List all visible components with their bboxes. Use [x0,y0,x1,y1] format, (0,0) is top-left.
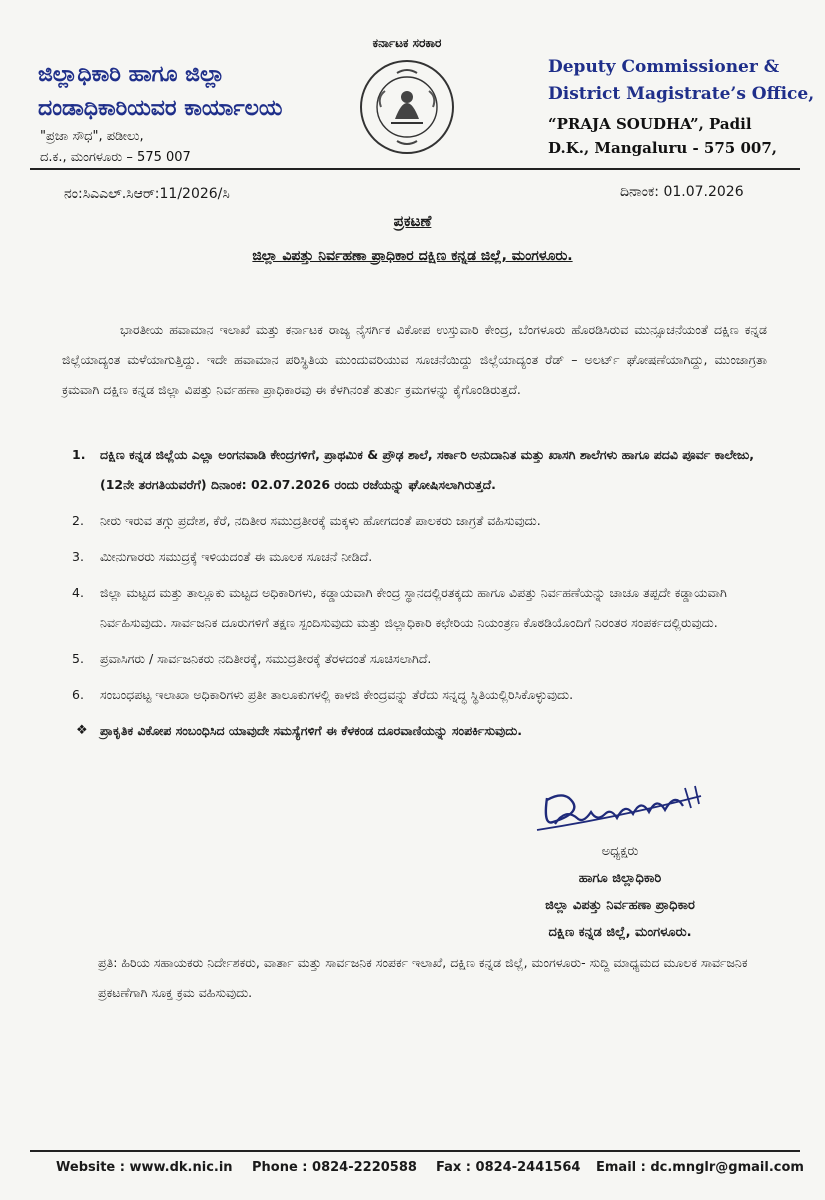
list-item-number: 2. [72,513,84,528]
english-office-title-line-1: Deputy Commissioner & [548,57,780,77]
karnataka-emblem-icon [357,57,457,157]
kannada-office-title-line-1: ಜಿಲ್ಲಾಧಿಕಾರಿ ಹಾಗೂ ಜಿಲ್ಲಾ [38,62,225,87]
kannada-office-header [38,58,358,168]
contact-footer [0,1160,825,1186]
notice-subtitle [0,248,825,264]
notice-subtitle-text: ಜಿಲ್ಲಾ ವಿಪತ್ತು ನಿರ್ವಹಣಾ ಪ್ರಾಧಿಕಾರ ದಕ್ಷಿಣ ಕನ್ನಡ ಜಿಲ್ಲೆ, ಮಂಗಳೂರು. [252,248,573,264]
signatory-designation-4: ದಕ್ಷಿಣ ಕನ್ನಡ ಜಿಲ್ಲೆ, ಮಂಗಳೂರು. [548,925,692,940]
footer-phone: Phone : 0824-2220588 [252,1160,417,1175]
signatory-designation-1: ಅಧ್ಯಕ್ಷರು [601,844,639,859]
list-item-text: ಸಂಬಂಧಪಟ್ಟ ಇಲಾಖಾ ಅಧಿಕಾರಿಗಳು ಪ್ರತೀ ತಾಲೂಕುಗಳಲ್ಲಿ ಕಾಳಜಿ ಕೇಂದ್ರವನ್ನು ತೆರೆದು ಸನ್ನದ್ಧ ಸ್ಥಿತಿಯಲ್ಲಿರಿಸಿಕೊಳ್ಳುವುದು. [100,687,574,702]
english-office-title-line-2: District Magistrate’s Office, [548,84,815,104]
kannada-address-line-2: ದ.ಕ., ಮಂಗಳೂರು – 575 007 [40,150,191,165]
intro-paragraph: ಭಾರತೀಯ ಹವಾಮಾನ ಇಲಾಖೆ ಮತ್ತು ಕರ್ನಾಟಕ ರಾಜ್ಯ ನೈಸರ್ಗಿಕ ವಿಕೋಪ ಉಸ್ತುವಾರಿ ಕೇಂದ್ರ, ಬೆಂಗಳೂರು ಹೊರಡಿಸಿರುವ ಮುನ್ಸೂಚನೆಯಂತೆ ದಕ್ಷಿಣ ಕನ್ನಡ ಜಿಲ್ಲೆಯಾದ್ಯಂತ ಮಳೆಯಾಗುತ್ತಿದ್ದು. ಇದೇ ಹವಾಮಾನ ಪರಿಸ್ಥಿತಿಯ ಮುಂದುವರಿಯುವ ಸೂಚನೆಯಿದ್ದು ಜಿಲ್ಲೆಯಾದ್ಯಂತ ರೆಡ್ – ಅಲರ್ಟ್ ಘೋಷಣೆಯಾಗಿದ್ದು, ಮುಂಜಾಗ್ರತಾ ಕ್ರಮವಾಗಿ ದಕ್ಷಿಣ ಕನ್ನಡ ಜಿಲ್ಲಾ ವಿಪತ್ತು ನಿರ್ವಹಣಾ ಪ್ರಾಧಿಕಾರವು ಈ ಕೆಳಗಿನಂತೆ ತುರ್ತು ಕ್ರಮಗಳನ್ನು ಕೈಗೊಂಡಿರುತ್ತದೆ. [62,322,767,397]
list-item-text: ಜಿಲ್ಲಾ ಮಟ್ಟದ ಮತ್ತು ತಾಲ್ಲೂಕು ಮಟ್ಟದ ಅಧಿಕಾರಿಗಳು, ಕಡ್ಡಾಯವಾಗಿ ಕೇಂದ್ರ ಸ್ಥಾನದಲ್ಲಿರತಕ್ಕದು ಹಾಗೂ ವಿಪತ್ತು ನಿರ್ವಹಣೆಯನ್ನು ಚಾಚೂ ತಪ್ಪದೇ ಕಡ್ಡಾಯವಾಗಿ ನಿರ್ವಹಿಸುವುದು. ಸಾರ್ವಜನಿಕ ದೂರುಗಳಿಗೆ ತಕ್ಷಣ ಸ್ಪಂದಿಸುವುದು ಮತ್ತು ಜಿಲ್ಲಾಧಿಕಾರಿ ಕಛೇರಿಯ ನಿಯಂತ್ರಣ ಕೊಠಡಿಯೊಂದಿಗೆ ನಿರಂತರ ಸಂಪರ್ಕದಲ್ಲಿರುವುದು. [100,585,727,630]
list-item-number: 5. [72,651,84,666]
signatory-designation-2: ಹಾಗೂ ಜಿಲ್ಲಾಧಿಕಾರಿ [578,871,662,886]
list-item-text: ನೀರು ಇರುವ ತಗ್ಗು ಪ್ರದೇಶ, ಕೆರೆ, ನದಿತೀರ ಸಮುದ್ರತೀರಕ್ಕೆ ಮಕ್ಕಳು ಹೋಗದಂತೆ ಪಾಲಕರು ಜಾಗ್ರತೆ ವಹಿಸುವುದು. [100,513,541,528]
helpline-note [72,716,772,746]
handwritten-signature [525,778,715,838]
list-item-text: ಪ್ರವಾಸಿಗರು / ಸಾರ್ವಜನಿಕರು ನದಿತೀರಕ್ಕೆ, ಸಮುದ್ರತೀರಕ್ಕೆ ತೆರಳದಂತೆ ಸೂಚಿಸಲಾಗಿದೆ. [100,651,432,666]
list-item [72,542,772,572]
footer-fax: Fax : 0824-2441564 [436,1160,581,1175]
helpline-note-text: ಪ್ರಾಕೃತಿಕ ವಿಕೋಪ ಸಂಬಂಧಿಸಿದ ಯಾವುದೇ ಸಮಸ್ಯೆಗಳಿಗೆ ಈ ಕೆಳಕಂಡ ದೂರವಾಣಿಯನ್ನು ಸಂಪರ್ಕಿಸುವುದು. [100,723,523,738]
government-emblem-block [352,36,462,161]
instructions-list [72,440,772,752]
list-item-number: 3. [72,549,84,564]
list-item [72,506,772,536]
footer-website[interactable]: Website : www.dk.nic.in [56,1160,233,1175]
list-item [72,578,772,638]
list-item-number: 1. [72,447,86,462]
list-item-number: 4. [72,585,84,600]
footer-email[interactable]: Email : dc.mnglr@gmail.com [596,1160,804,1175]
list-item-text: ಮೀನುಗಾರರು ಸಮುದ್ರಕ್ಕೆ ಇಳಿಯದಂತೆ ಈ ಮೂಲಕ ಸೂಚನೆ ನೀಡಿದೆ. [100,549,373,564]
english-office-header [548,54,818,160]
kannada-address-line-1: "ಪ್ರಜಾ ಸೌಧ", ಪಡೀಲು, [40,129,144,144]
copy-to-note: ಪ್ರತಿ: ಹಿರಿಯ ಸಹಾಯಕರು ನಿರ್ದೇಶಕರು, ವಾರ್ತಾ ಮತ್ತು ಸಾರ್ವಜನಿಕ ಸಂಪರ್ಕ ಇಲಾಖೆ, ದಕ್ಷಿಣ ಕನ್ನಡ ಜಿಲ್ಲೆ, ಮಂಗಳೂರು- ಸುದ್ದಿ ಮಾಧ್ಯಮದ ಮೂಲಕ ಸಾರ್ವಜನಿಕ ಪ್ರಕಟಣೆಗಾಗಿ ಸೂಕ್ತ ಕ್ರಮ ವಹಿಸುವುದು. [98,955,748,1000]
list-item-number: 6. [72,687,84,702]
notice-title [0,212,825,230]
list-item-text: ದಕ್ಷಿಣ ಕನ್ನಡ ಜಿಲ್ಲೆಯ ಎಲ್ಲಾ ಅಂಗನವಾಡಿ ಕೇಂದ್ರಗಳಿಗೆ, ಪ್ರಾಥಮಿಕ & ಪ್ರೌಢ ಶಾಲೆ, ಸರ್ಕಾರಿ ಅನುದಾನಿತ ಮತ್ತು ಖಾಸಗಿ ಶಾಲೆಗಳು ಹಾಗೂ ಪದವಿ ಪೂರ್ವ ಕಾಲೇಜು, (12ನೇ ತರಗತಿಯವರೆಗೆ) ದಿನಾಂಕ: 02.07.2026 ರಂದು ರಜೆಯನ್ನು ಘೋಷಿಸಲಾಗಿರುತ್ತದೆ. [100,447,754,492]
list-item [72,440,772,500]
signature-block [505,778,735,946]
english-address-line-2: D.K., Mangaluru - 575 007, [548,139,777,157]
english-address-line-1: “PRAJA SOUDHA”, Padil [548,115,752,133]
government-label: ಕರ್ನಾಟಕ ಸರಕಾರ [372,36,442,50]
notice-title-text: ಪ್ರಕಟಣೆ [393,212,432,230]
diamond-bullet-icon: ❖ [76,723,88,738]
list-item [72,680,772,710]
footer-divider [30,1150,800,1152]
signatory-designation-3: ಜಿಲ್ಲಾ ವಿಪತ್ತು ನಿರ್ವಹಣಾ ಪ್ರಾಧಿಕಾರ [545,898,695,913]
reference-date: ದಿನಾಂಕ: 01.07.2026 [620,184,744,200]
kannada-office-title-line-2: ದಂಡಾಧಿಕಾರಿಯವರ ಕಾರ್ಯಾಲಯ [38,96,283,121]
header-divider [30,168,800,170]
reference-number: ನಂ:ಸಿಎಎಲ್.ಸಿಆರ್:11/2026/ಸಿ [64,186,230,202]
list-item [72,644,772,674]
